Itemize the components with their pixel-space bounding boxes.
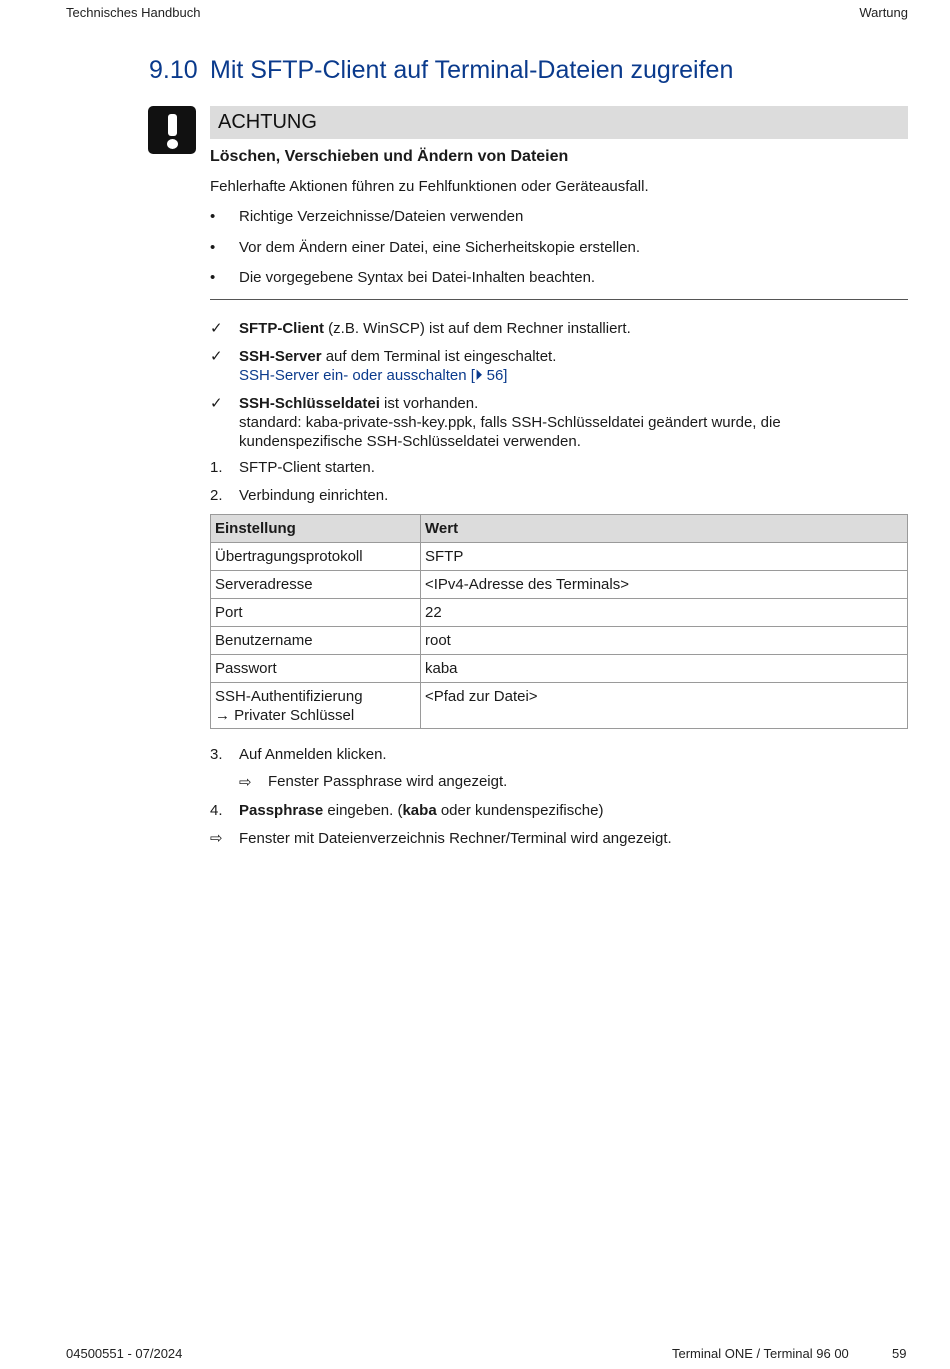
exclamation-icon bbox=[148, 106, 196, 154]
section-number: 9.10 bbox=[149, 56, 198, 84]
step-number: 3. bbox=[210, 746, 223, 763]
result-arrow-icon: ⇨ bbox=[210, 830, 223, 847]
warning-title: Löschen, Verschieben und Ändern von Dateien bbox=[210, 148, 569, 165]
footer-product: Terminal ONE / Terminal 96 00 bbox=[672, 1346, 849, 1361]
page-number: 59 bbox=[892, 1346, 907, 1361]
column-header: Wert bbox=[421, 515, 908, 543]
check-icon: ✓ bbox=[210, 348, 223, 365]
table-row: Übertragungsprotokoll SFTP bbox=[211, 543, 908, 571]
table-row: Passwort kaba bbox=[211, 655, 908, 683]
table-row: SSH-Authentifizierung → Privater Schlüssel <Pfad zur Datei> bbox=[211, 683, 908, 729]
divider bbox=[210, 299, 908, 300]
table-row: Benutzername root bbox=[211, 627, 908, 655]
step-number: 4. bbox=[210, 802, 223, 819]
footer-doc-number: 04500551 - 07/2024 bbox=[66, 1346, 183, 1361]
table-row: Port 22 bbox=[211, 599, 908, 627]
ssh-server-link[interactable]: SSH-Server ein- oder ausschalten [⏵ 56] bbox=[239, 367, 508, 384]
bullet-dot: • bbox=[210, 269, 216, 286]
table-header-row bbox=[211, 515, 908, 543]
header-right: Wartung bbox=[859, 5, 908, 20]
check-icon: ✓ bbox=[210, 320, 223, 337]
warning-text: Fehlerhafte Aktionen führen zu Fehlfunktionen oder Geräteausfall. bbox=[210, 178, 649, 195]
step-number: 1. bbox=[210, 459, 223, 476]
column-header: Einstellung bbox=[211, 515, 421, 543]
bullet-dot: • bbox=[210, 239, 216, 256]
warning-label: ACHTUNG bbox=[210, 106, 908, 139]
bullet-dot: • bbox=[210, 208, 216, 225]
section-title-text: Mit SFTP-Client auf Terminal-Dateien zugreifen bbox=[210, 56, 734, 84]
section-title bbox=[149, 56, 909, 85]
result-arrow-icon: ⇨ bbox=[239, 774, 252, 791]
step-number: 2. bbox=[210, 487, 223, 504]
header-left: Technisches Handbuch bbox=[66, 5, 201, 20]
check-icon: ✓ bbox=[210, 395, 223, 412]
table-row: Serveradresse <IPv4-Adresse des Terminals> bbox=[211, 571, 908, 599]
settings-table bbox=[210, 514, 908, 729]
